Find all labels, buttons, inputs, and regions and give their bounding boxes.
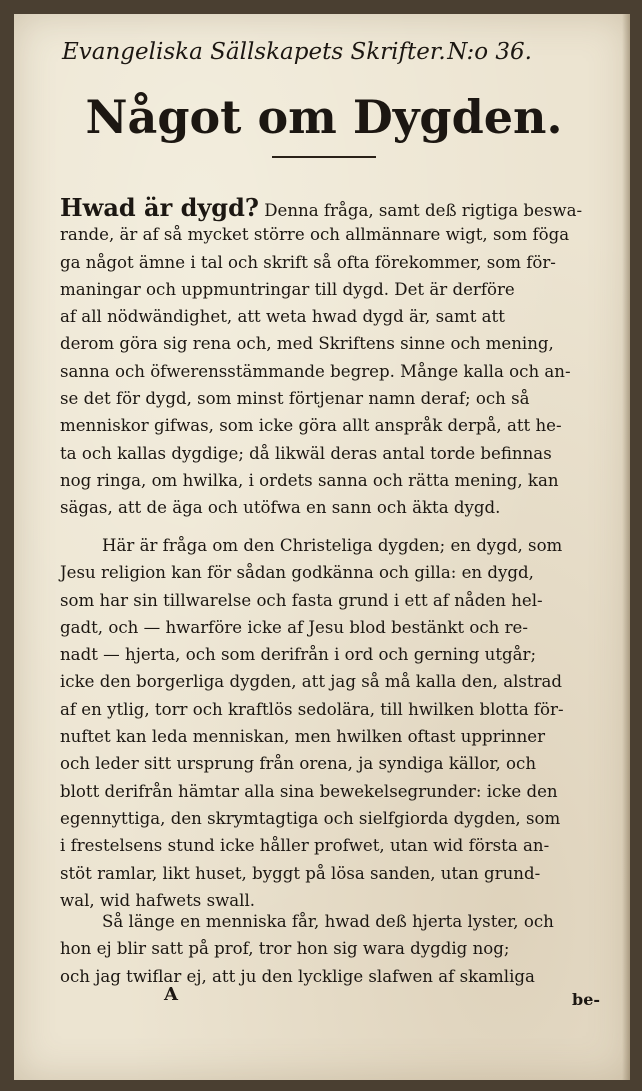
text-line: Hwad är dygd? Denna fråga, samt deß rigtiga beswa- [60,193,583,222]
text-line: derom göra sig rena och, med Skriftens sinne och mening, [60,334,554,354]
text-line: i frestelsens stund icke håller profwet, utan wid första an- [60,836,550,856]
text-line: nadt — hjerta, och som derifrån i ord och gerning utgår; [60,645,537,665]
issue-number: N:o 36. [447,39,532,65]
signature-mark: A [164,984,178,1005]
text-line: stöt ramlar, likt huset, byggt på lösa sanden, utan grund- [60,863,541,883]
text-line: se det för dygd, som minst förtjenar namn deraf; och så [60,389,530,409]
catchword: be- [572,990,601,1009]
text-line: rande, är af så mycket större och allmännare wigt, som föga [60,225,570,245]
text-line: icke den borgerliga dygden, att jag så må kalla den, alstrad [60,672,563,692]
title-divider [272,156,376,158]
text-line: gadt, och — hwarföre icke af Jesu blod bestänkt och re- [60,617,528,637]
text-line: hon ej blir satt på prof, tror hon sig wara dygdig nog; [60,939,510,959]
paragraph-2 [60,532,590,914]
text-line: och leder sitt ursprung från orena, ja syndiga källor, och [60,754,537,774]
text-line: af all nödwändighet, att weta hwad dygd är, samt att [60,307,505,327]
text-line: ta och kallas dygdige; då likwäl deras antal torde befinnas [60,443,552,463]
text-line: Här är fråga om den Christeliga dygden; en dygd, som [102,536,563,555]
document-page [14,14,630,1080]
text-line: af en ytlig, torr och kraftlös sedolära, till hwilken blotta för- [60,699,564,719]
text-line: sanna och öfwerensstämmande begrep. Månge kalla och an- [60,361,571,381]
paragraph-3 [60,908,590,990]
text-line: nuftet kan leda menniskan, men hwilken oftast upprinner [60,727,546,747]
page-spine-shadow [622,14,630,1080]
running-header [62,34,532,70]
paragraph-1 [60,194,590,522]
text-line: Jesu religion kan för sådan godkänna och gilla: en dygd, [60,563,534,583]
text-line: och jag twiflar ej, att ju den lycklige slafwen af skamliga [60,966,535,986]
opening-words: Hwad är dygd? [60,193,259,222]
text-line: ga något ämne i tal och skrift så ofta förekommer, som för- [60,252,556,272]
text-line: nog ringa, om hwilka, i ordets sanna och rätta mening, kan [60,470,559,490]
text-line: maningar och uppmuntringar till dygd. Det är derföre [60,279,515,299]
page-title: Något om Dygden. [85,90,563,144]
text-line: sägas, att de äga och utöfwa en sann och äkta dygd. [60,498,501,518]
text-line: wal, wid hafwets swall. [60,890,256,910]
text-line: som har sin tillwarelse och fasta grund i ett af nåden hel- [60,590,543,610]
text-line: menniskor gifwas, som icke göra allt anspråk derpå, att he- [60,416,562,436]
text-line: blott derifrån hämtar alla sina bewekelsegrunder: icke den [60,781,558,801]
series-title: Evangeliska Sällskapets Skrifter. [62,39,446,65]
text-line: Så länge en menniska får, hwad deß hjerta lyster, och [102,912,554,931]
text-line: egennyttiga, den skrymtagtiga och sielfgiorda dygden, som [60,808,561,828]
